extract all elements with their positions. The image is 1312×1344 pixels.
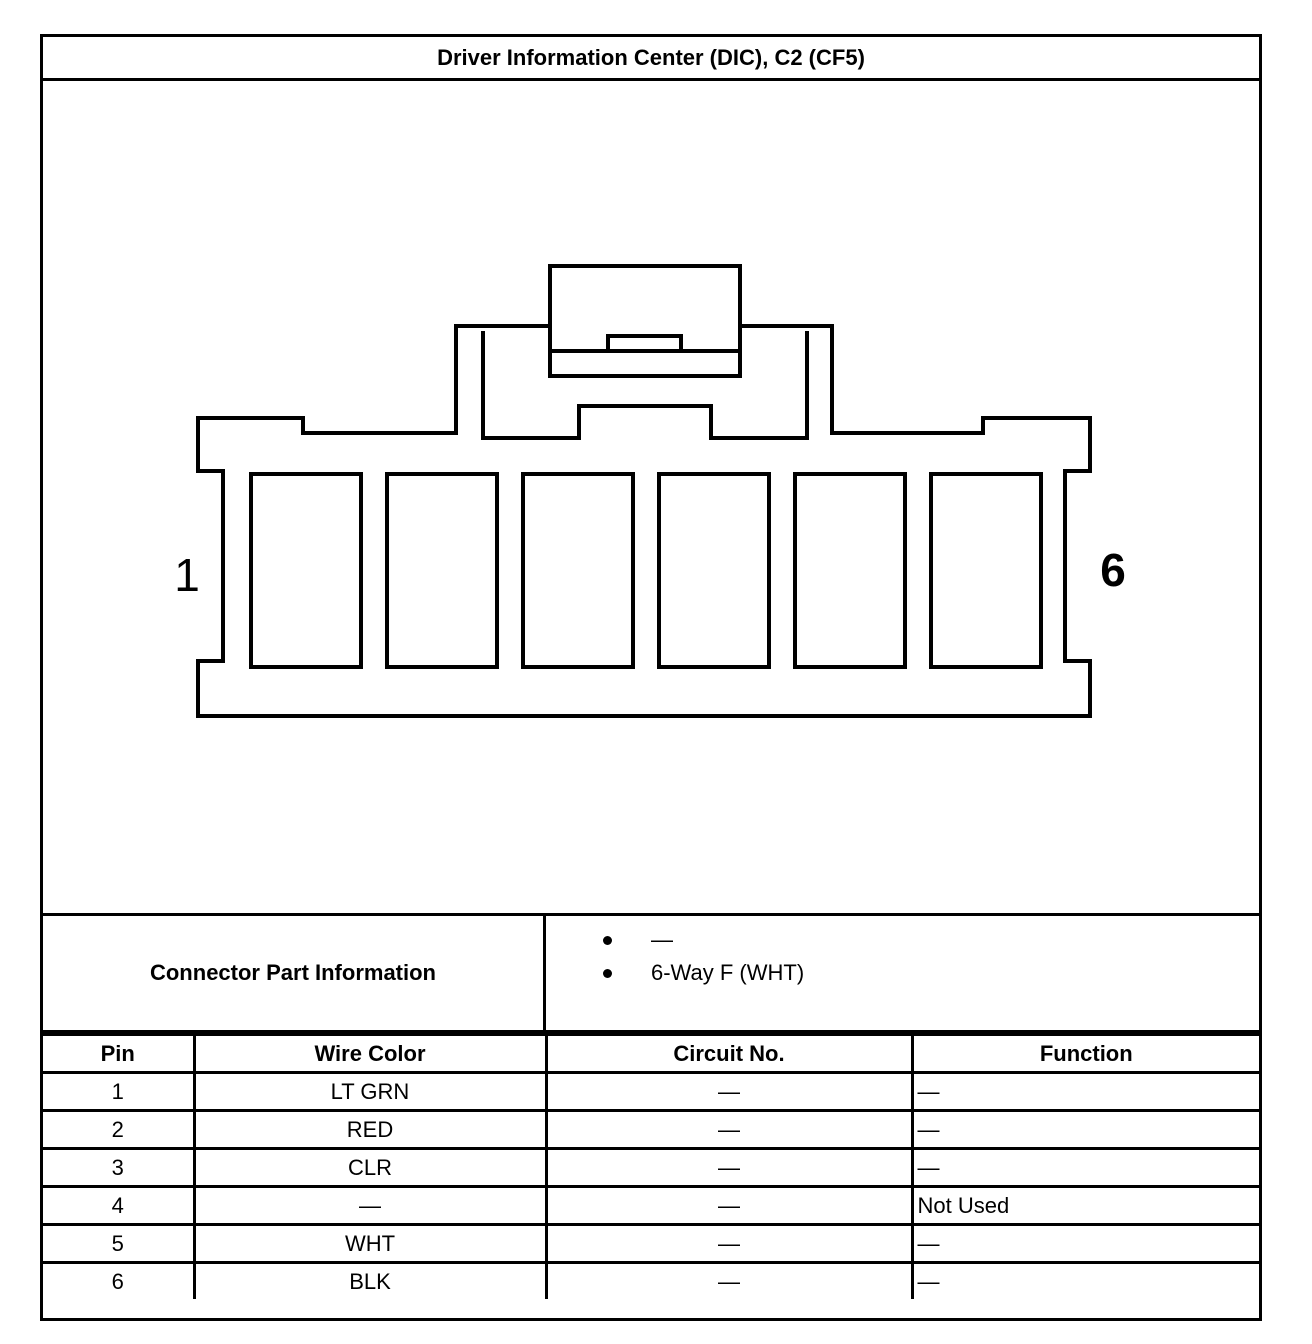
table-row <box>43 1073 1259 1111</box>
terminal-cavity-6 <box>931 474 1041 667</box>
table-row <box>43 1187 1259 1225</box>
table-row <box>43 1111 1259 1149</box>
circuit-cell: — <box>546 1187 912 1225</box>
circuit-cell: — <box>546 1225 912 1263</box>
circuit-cell: — <box>546 1149 912 1187</box>
circuit-cell: — <box>546 1263 912 1300</box>
terminal-cavity-5 <box>795 474 905 667</box>
function-cell: — <box>912 1073 1259 1111</box>
header-wire-color: Wire Color <box>194 1035 546 1073</box>
wire-color-cell: WHT <box>194 1225 546 1263</box>
connector-diagram <box>43 81 1259 915</box>
header-function: Function <box>912 1035 1259 1073</box>
header-circuit-no: Circuit No. <box>546 1035 912 1073</box>
bullet-icon <box>603 936 612 945</box>
page-title: Driver Information Center (DIC), C2 (CF5) <box>43 37 1259 81</box>
connector-part-info-label: Connector Part Information <box>43 916 546 1030</box>
pin-cell: 1 <box>43 1073 194 1111</box>
wire-color-cell: LT GRN <box>194 1073 546 1111</box>
terminal-cavity-4 <box>659 474 769 667</box>
terminal-cavity-3 <box>523 474 633 667</box>
pin-cell: 5 <box>43 1225 194 1263</box>
connector-part-info <box>43 913 1259 1033</box>
function-cell: — <box>912 1263 1259 1300</box>
table-header-row <box>43 1035 1259 1073</box>
table-row <box>43 1225 1259 1263</box>
latch-channel-outline <box>483 331 807 438</box>
circuit-cell: — <box>546 1073 912 1111</box>
terminal-cavity-2 <box>387 474 497 667</box>
table-row <box>43 1263 1259 1300</box>
circuit-cell: — <box>546 1111 912 1149</box>
wire-color-cell: — <box>194 1187 546 1225</box>
latch-tab <box>550 266 740 376</box>
connector-part-info-list: — 6-Way F (WHT) <box>546 916 1259 1030</box>
terminal-cavity-1 <box>251 474 361 667</box>
function-cell: Not Used <box>912 1187 1259 1225</box>
pin-cell: 6 <box>43 1263 194 1300</box>
connector-face-drawing <box>43 81 1259 915</box>
pin-cell: 2 <box>43 1111 194 1149</box>
connector-housing-outline <box>198 266 1090 716</box>
pin-1-marker: 1 <box>174 549 200 601</box>
pin-6-marker: 6 <box>1100 544 1126 596</box>
bullet-icon <box>603 969 612 978</box>
header-pin: Pin <box>43 1035 194 1073</box>
pin-table <box>43 1033 1259 1299</box>
function-cell: — <box>912 1111 1259 1149</box>
wire-color-cell: CLR <box>194 1149 546 1187</box>
connector-diagram-sheet <box>40 34 1262 1321</box>
wire-color-cell: RED <box>194 1111 546 1149</box>
latch-key <box>608 336 681 351</box>
table-row <box>43 1149 1259 1187</box>
function-cell: — <box>912 1149 1259 1187</box>
pin-cell: 3 <box>43 1149 194 1187</box>
function-cell: — <box>912 1225 1259 1263</box>
pin-cell: 4 <box>43 1187 194 1225</box>
wire-color-cell: BLK <box>194 1263 546 1300</box>
